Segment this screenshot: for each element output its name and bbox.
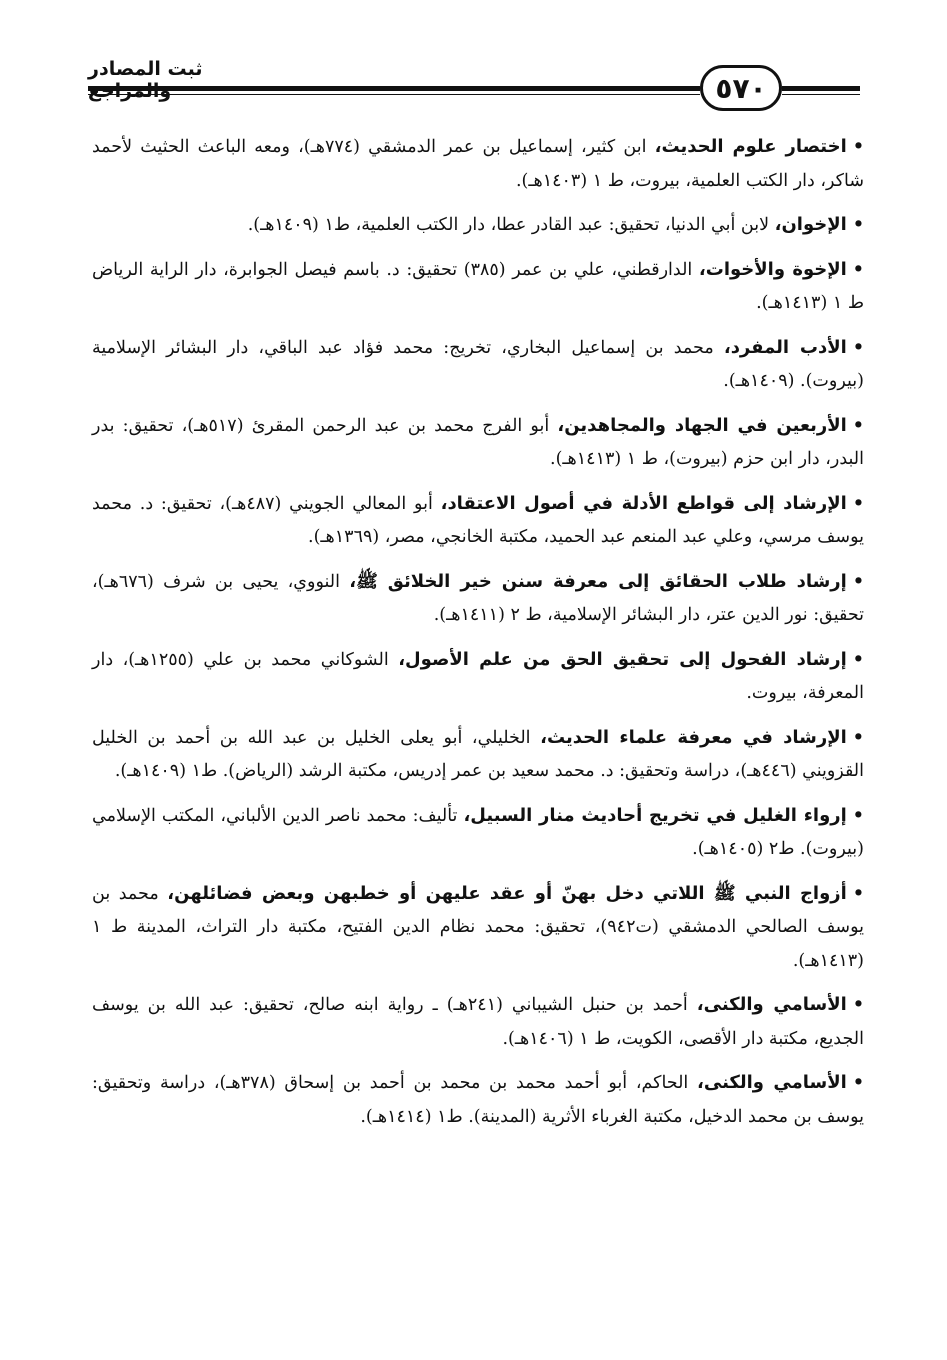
bullet-icon: • [852,649,864,670]
bullet-icon: • [852,259,864,280]
entry-title: إرشاد الفحول إلى تحقيق الحق من علم الأصول، [398,648,847,670]
entry-details: الحاكم، أبو أحمد محمد بن محمد بن أحمد بن إسحاق (٣٧٨هـ)، دراسة وتحقيق: يوسف بن محمد الدخيل، مكتبة الغرباء الأثرية (المدينة). ط١ (١٤١٤هـ). [92,1073,864,1127]
entry-details: النووي، يحيى بن شرف (٦٧٦هـ)، تحقيق: نور الدين عتر، دار البشائر الإسلامية، ط ٢ (١٤١١هـ). [92,571,864,625]
bibliography-entry [92,988,864,1056]
bibliography-entry [92,721,864,789]
entry-title: إرشاد طلاب الحقائق إلى معرفة سنن خير الخلائق ﷺ، [349,570,847,592]
bullet-icon: • [852,995,864,1015]
bibliography-entry [92,487,864,555]
bibliography-list [92,130,864,1144]
header-rule-right-thin [782,94,860,95]
bullet-icon: • [852,727,864,748]
bibliography-entry [92,1066,864,1134]
entry-details: محمد بن إسماعيل البخاري، تخريج: محمد فؤاد عبد الباقي، دار البشائر الإسلامية (بيروت). (١٤٠٩هـ). [92,337,864,391]
bullet-icon: • [852,337,865,358]
page-number: ٥٧٠ [700,65,782,111]
entry-title: الإرشاد في معرفة علماء الحديث، [540,726,847,748]
entry-title: الإخوة والأخوات، [698,258,847,280]
entry-details: الخليلي، أبو يعلى الخليل بن عبد الله بن أحمد بن الخليل القزويني (٤٤٦هـ)، دراسة وتحقيق: د. محمد سعيد بن عمر إدريس، مكتبة الرشد (الرياض). ط١ (١٤٠٩هـ). [92,727,864,781]
bullet-icon: • [852,415,864,436]
bullet-icon: • [852,883,865,904]
entry-details: ابن كثير، إسماعيل بن عمر الدمشقي (٧٧٤هـ)، ومعه الباعث الحثيث لأحمد شاكر، دار الكتب العلمية، بيروت، ط ١ (١٤٠٣هـ). [92,137,864,191]
page-header [88,52,860,114]
entry-title: الأربعين في الجهاد والمجاهدين، [557,414,847,436]
entry-title: اختصار علوم الحديث، [654,136,847,157]
entry-title: الإخوان، [774,214,847,235]
entry-title: الأسامي والكنى، [696,994,847,1015]
bullet-icon: • [852,493,865,514]
bibliography-entry [92,877,864,979]
bullet-icon: • [852,137,864,157]
bibliography-entry [92,253,864,321]
bibliography-entry [92,409,864,477]
entry-details: أحمد بن حنبل الشيباني (٢٤١هـ) ـ رواية ابنه صالح، تحقيق: عبد الله بن يوسف الجديع، مكتبة دار الأقصى، الكويت، ط ١ (١٤٠٦هـ). [92,995,864,1049]
entry-details: أبو الفرج محمد بن عبد الرحمن المقرئ (٥١٧هـ)، تحقيق: بدر البدر، دار ابن حزم (بيروت)، ط ١ (١٤١٣هـ). [92,415,864,469]
entry-details: محمد بن يوسف الصالحي الدمشقي (ت٩٤٢)، تحقيق: محمد نظام الدين الفتيح، مكتبة دار التراث، المدينة ط ١ (١٤١٣هـ). [92,883,864,971]
entry-details: الدارقطني، علي بن عمر (٣٨٥) تحقيق: د. باسم فيصل الجوابرة، دار الراية الرياض ط ١ (١٤١٣هـ). [92,259,864,313]
bibliography-entry [92,208,864,243]
entry-title: الأسامي والكنى، [697,1072,847,1093]
entry-title: أزواج النبي ﷺ اللاتي دخل بهنّ أو عقد عليهن أو خطبهن وبعض فضائلهن، [167,882,847,904]
bibliography-entry [92,643,864,711]
entry-title: الأدب المفرد، [723,336,847,358]
header-rule-right [782,86,860,91]
entry-details: أبو المعالي الجويني (٤٨٧هـ)، تحقيق: د. محمد يوسف مرسي، وعلي عبد المنعم عبد الحميد، مكتبة الخانجي، مصر، (١٣٦٩هـ). [92,493,864,547]
entry-details: الشوكاني محمد بن علي (١٢٥٥هـ)، دار المعرفة، بيروت. [92,649,864,703]
bibliography-entry [92,565,864,633]
entry-details: تأليف: محمد ناصر الدين الألباني، المكتب الإسلامي (بيروت). ط٢ (١٤٠٥هـ). [92,805,864,859]
running-title: ثبت المصادر والمراجع [88,58,203,102]
entry-details: لابن أبي الدنيا، تحقيق: عبد القادر عطا، دار الكتب العلمية، ط١ (١٤٠٩هـ). [247,215,775,235]
entry-title: الإرشاد إلى قواطع الأدلة في أصول الاعتقاد، [440,492,847,514]
bullet-icon: • [852,571,864,592]
bibliography-entry [92,799,864,867]
bullet-icon: • [852,215,864,235]
bullet-icon: • [852,805,864,826]
bibliography-entry [92,130,864,198]
entry-title: إرواء الغليل في تخريج أحاديث منار السبيل، [463,804,847,826]
bibliography-entry [92,331,864,399]
bullet-icon: • [852,1073,864,1093]
